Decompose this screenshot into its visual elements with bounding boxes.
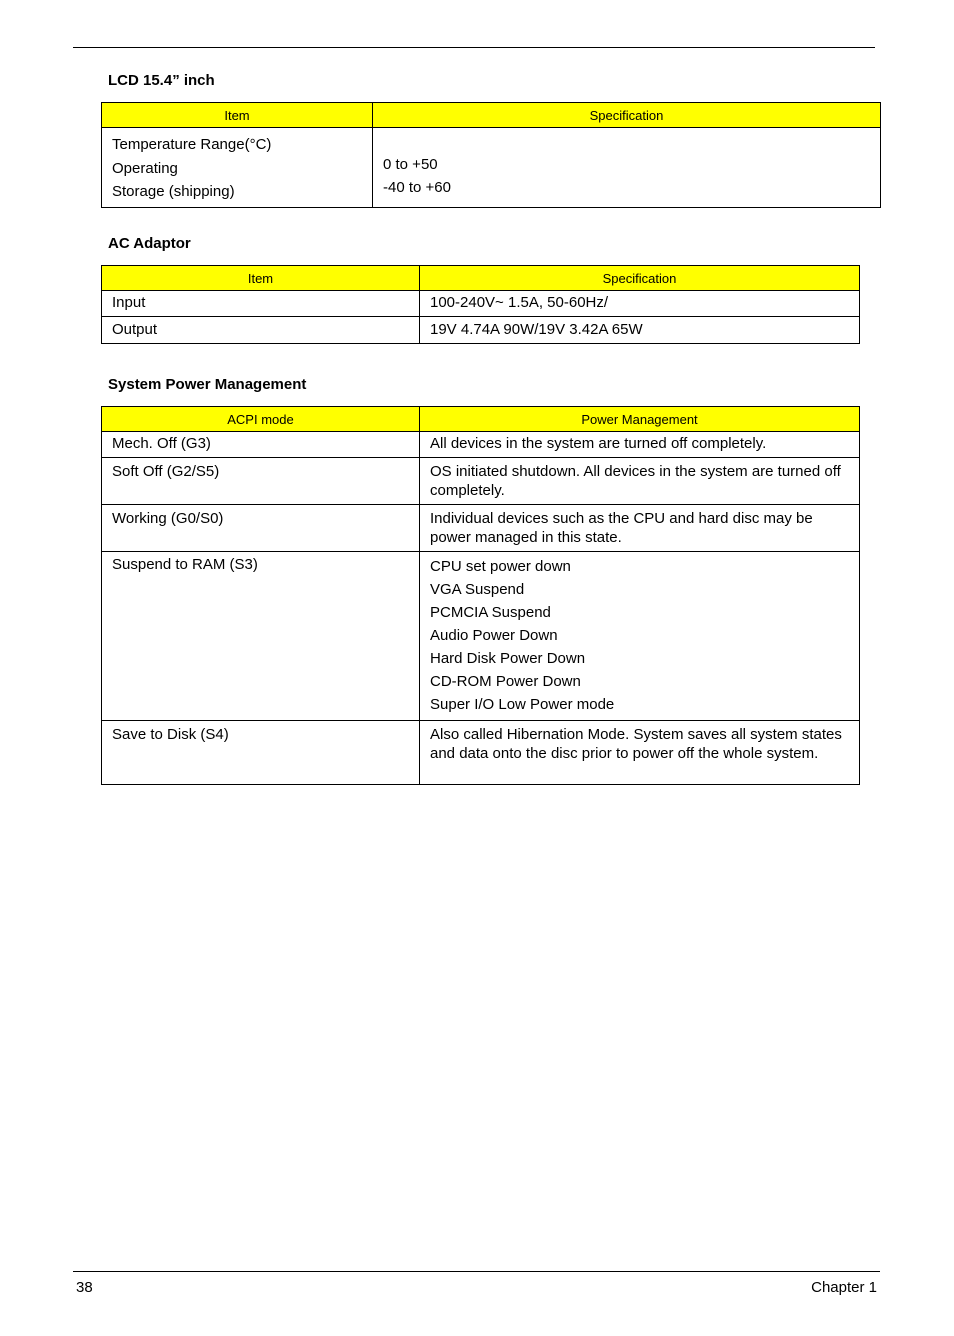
power-mgmt-line: VGA Suspend [430, 581, 525, 598]
power-mgmt-cell: All devices in the system are turned off completely. [420, 432, 860, 458]
power-mgmt-line: Hard Disk Power Down [430, 650, 586, 667]
power-heading: System Power Management [108, 376, 307, 393]
table-row [102, 505, 860, 552]
lcd-spec-line: -40 to +60 [383, 179, 451, 196]
page-number: 38 [76, 1279, 93, 1296]
power-mgmt-line: Super I/O Low Power mode [430, 696, 615, 713]
power-mgmt-line: Audio Power Down [430, 627, 558, 644]
power-mgmt-line: CPU set power down [430, 558, 571, 575]
table-row [102, 458, 860, 505]
power-mode-cell: Save to Disk (S4) [102, 721, 420, 785]
power-header-row [102, 407, 860, 432]
ac-table [101, 265, 860, 344]
table-row [102, 552, 860, 721]
ac-col-spec: Specification [420, 266, 860, 291]
lcd-spec-line: 0 to +50 [383, 156, 438, 173]
ac-spec-cell: 100-240V~ 1.5A, 50-60Hz/ [420, 291, 860, 317]
power-mode-cell: Working (G0/S0) [102, 505, 420, 552]
power-col-mode: ACPI mode [102, 407, 420, 432]
table-row [102, 128, 881, 208]
table-row [102, 317, 860, 344]
power-mode-cell: Soft Off (G2/S5) [102, 458, 420, 505]
lcd-heading: LCD 15.4” inch [108, 72, 215, 89]
ac-header-row [102, 266, 860, 291]
table-row [102, 432, 860, 458]
header-rule [73, 47, 875, 48]
lcd-item-line: Storage (shipping) [112, 183, 235, 200]
lcd-item-line: Operating [112, 160, 178, 177]
power-table [101, 406, 860, 785]
lcd-col-spec: Specification [373, 103, 881, 128]
power-mgmt-cell: Individual devices such as the CPU and hard disc may be power managed in this state. [420, 505, 860, 552]
ac-item-cell: Output [102, 317, 420, 344]
power-mode-cell: Suspend to RAM (S3) [102, 552, 420, 721]
power-mgmt-cell [420, 552, 860, 721]
power-mode-cell: Mech. Off (G3) [102, 432, 420, 458]
lcd-header-row [102, 103, 881, 128]
chapter-label: Chapter 1 [811, 1279, 877, 1296]
table-row [102, 291, 860, 317]
lcd-col-item: Item [102, 103, 373, 128]
lcd-item-line: Temperature Range(°C) [112, 136, 272, 153]
power-col-mgmt: Power Management [420, 407, 860, 432]
ac-col-item: Item [102, 266, 420, 291]
power-mgmt-cell: Also called Hibernation Mode. System saves all system states and data onto the disc prior to power off the whole system. [420, 721, 860, 785]
ac-heading: AC Adaptor [108, 235, 191, 252]
lcd-item-cell [102, 128, 373, 208]
lcd-spec-cell [373, 128, 881, 208]
power-mgmt-cell: OS initiated shutdown. All devices in the system are turned off completely. [420, 458, 860, 505]
ac-item-cell: Input [102, 291, 420, 317]
table-row [102, 721, 860, 785]
lcd-table [101, 102, 881, 208]
footer-rule [73, 1271, 880, 1272]
power-mgmt-line: PCMCIA Suspend [430, 604, 551, 621]
power-mgmt-line: CD-ROM Power Down [430, 673, 581, 690]
ac-spec-cell: 19V 4.74A 90W/19V 3.42A 65W [420, 317, 860, 344]
